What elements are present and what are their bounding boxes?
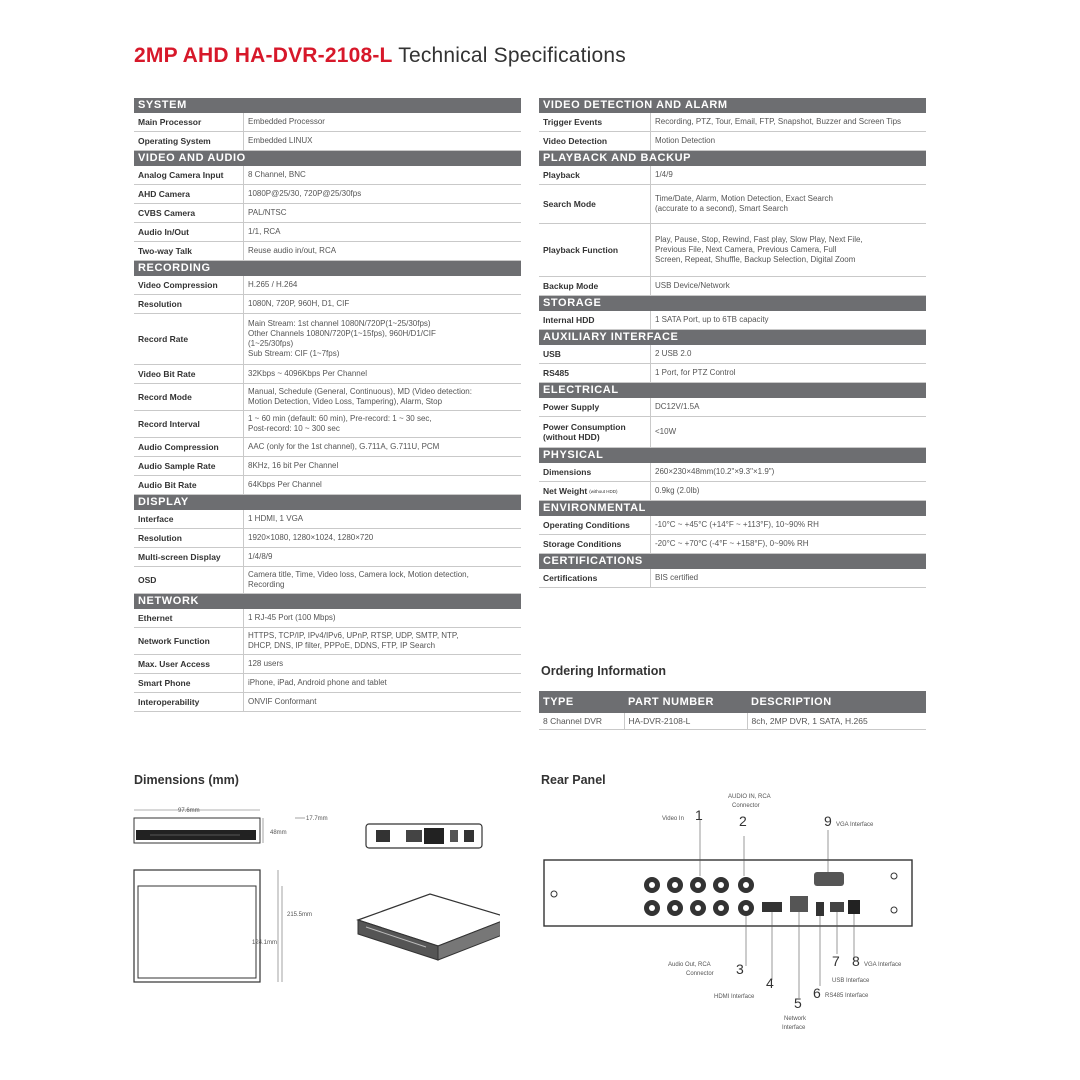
callout-3 xyxy=(668,961,744,977)
svg-text:6: 6 xyxy=(813,985,821,1001)
spec-row-audio-compression xyxy=(134,438,521,457)
spec-row-operating-conditions xyxy=(539,516,926,535)
spec-label xyxy=(134,314,244,364)
spec-row-playback-function xyxy=(539,224,926,277)
spec-label-text: Trigger Events xyxy=(543,117,603,127)
spec-value: AAC (only for the 1st channel), G.711A, G.711U, PCM xyxy=(248,442,440,451)
spec-row-operating-system xyxy=(134,132,521,151)
right-spec-column xyxy=(539,98,926,588)
title-suffix: Technical Specifications xyxy=(398,44,627,67)
spec-label xyxy=(134,411,244,437)
callout-5 xyxy=(782,995,807,1031)
spec-row-resolution xyxy=(134,295,521,314)
spec-label xyxy=(539,569,651,587)
callout-7 xyxy=(832,953,870,984)
rear-panel-chassis xyxy=(544,860,912,926)
spec-row-network-function xyxy=(134,628,521,655)
spec-label-text: Analog Camera Input xyxy=(138,170,224,180)
spec-row-ahd-camera xyxy=(134,185,521,204)
svg-text:2: 2 xyxy=(739,813,747,829)
callout-2 xyxy=(728,794,771,829)
spec-row-usb xyxy=(539,345,926,364)
spec-label-text: CVBS Camera xyxy=(138,208,196,218)
top-view xyxy=(134,870,312,982)
spec-label-text: Interoperability xyxy=(138,697,200,707)
spec-value: Main Stream: 1st channel 1080N/720P(1~25/30fps) Other Channels 1080N/720P(1~15fps), 960H/D1/CIF (1~25/30fps) Sub Stream: CIF (1~7fps) xyxy=(248,319,436,358)
spec-value: H.265 / H.264 xyxy=(248,280,298,289)
spec-row-net-weight xyxy=(539,482,926,501)
spec-label xyxy=(134,510,244,528)
model-name: 2MP AHD HA-DVR-2108-L xyxy=(134,44,393,67)
spec-row-interface xyxy=(134,510,521,529)
spec-row-audio-bit-rate xyxy=(134,476,521,495)
section-header-certifications: CERTIFICATIONS xyxy=(539,554,926,569)
spec-row-internal-hdd xyxy=(539,311,926,330)
isometric-view xyxy=(358,894,500,960)
spec-row-backup-mode xyxy=(539,277,926,296)
spec-value: 8 Channel, BNC xyxy=(248,170,306,179)
ordering-col-desc: DESCRIPTION xyxy=(747,691,926,713)
spec-label xyxy=(134,223,244,241)
svg-text:HDMI Interface: HDMI Interface xyxy=(714,994,755,1000)
hdmi-port xyxy=(762,902,782,912)
spec-row-certifications xyxy=(539,569,926,588)
spec-row-analog-camera-input xyxy=(134,166,521,185)
spec-label xyxy=(134,529,244,547)
spec-value: USB Device/Network xyxy=(655,281,730,290)
spec-value: 32Kbps ~ 4096Kbps Per Channel xyxy=(248,369,367,378)
spec-label xyxy=(539,364,651,382)
spec-label-text: Two-way Talk xyxy=(138,246,193,256)
section-header-system: SYSTEM xyxy=(134,98,521,113)
spec-row-playback xyxy=(539,166,926,185)
spec-value: Motion Detection xyxy=(655,136,716,145)
spec-label xyxy=(539,277,651,295)
svg-text:4: 4 xyxy=(766,975,774,991)
spec-label-text: Power Supply xyxy=(543,402,600,412)
svg-text:Audio Out, RCA: Audio Out, RCA xyxy=(668,962,711,968)
spec-label xyxy=(134,567,244,593)
page-title xyxy=(134,44,626,68)
width-dim-label: 97.6mm xyxy=(178,808,200,814)
spec-row-record-interval xyxy=(134,411,521,438)
section-header-display: DISPLAY xyxy=(134,495,521,510)
spec-row-search-mode xyxy=(539,185,926,224)
section-header-storage: STORAGE xyxy=(539,296,926,311)
spec-label xyxy=(539,345,651,363)
ordering-heading: Ordering Information xyxy=(541,664,666,678)
spec-label xyxy=(539,113,651,131)
spec-label xyxy=(539,311,651,329)
spec-value: 1/4/8/9 xyxy=(248,552,273,561)
dimensions-heading: Dimensions (mm) xyxy=(134,773,239,787)
section-header-auxiliary-interface: AUXILIARY INTERFACE xyxy=(539,330,926,345)
small-dim-label: 17.7mm xyxy=(306,816,328,822)
spec-label-text: Resolution xyxy=(138,299,182,309)
spec-label xyxy=(134,693,244,711)
spec-label xyxy=(134,276,244,294)
spec-value: DC12V/1.5A xyxy=(655,402,700,411)
spec-value: Recording, PTZ, Tour, Email, FTP, Snapshot, Buzzer and Screen Tips xyxy=(655,117,902,126)
spec-label xyxy=(134,384,244,410)
spec-label-text: Certifications xyxy=(543,573,598,583)
spec-label xyxy=(134,242,244,260)
callout-6 xyxy=(813,985,869,1001)
rear-panel-heading: Rear Panel xyxy=(541,773,606,787)
spec-label-text: Net Weight xyxy=(543,486,588,496)
spec-label xyxy=(539,132,651,150)
section-header-playback-and-backup: PLAYBACK AND BACKUP xyxy=(539,151,926,166)
spec-label-text: Smart Phone xyxy=(138,678,191,688)
spec-label-text: Record Interval xyxy=(138,419,200,429)
rs485-port xyxy=(816,902,824,916)
spec-row-smart-phone xyxy=(134,674,521,693)
spec-label-text: Storage Conditions xyxy=(543,539,622,549)
ordering-table xyxy=(539,691,926,730)
inner-dim-label: 124.1mm xyxy=(252,940,278,946)
spec-value: 1/4/9 xyxy=(655,170,673,179)
spec-row-power-supply xyxy=(539,398,926,417)
spec-row-resolution xyxy=(134,529,521,548)
svg-text:Connector: Connector xyxy=(732,803,760,809)
spec-label xyxy=(134,365,244,383)
spec-row-rs485 xyxy=(539,364,926,383)
rear-view-small xyxy=(366,824,482,848)
spec-label xyxy=(539,516,651,534)
spec-label-text: Resolution xyxy=(138,533,182,543)
spec-row-cvbs-camera xyxy=(134,204,521,223)
spec-value: Play, Pause, Stop, Rewind, Fast play, Slow Play, Next File, Previous File, Next Camera, Previous Camera, Full Screen, Repeat, Shuffle, Backup Selection, Digital Zoom xyxy=(655,235,863,264)
left-spec-column xyxy=(134,98,521,712)
spec-label-text: Record Rate xyxy=(138,334,189,344)
spec-label-text: Max. User Access xyxy=(138,659,210,669)
spec-row-video-bit-rate xyxy=(134,365,521,384)
section-header-electrical: ELECTRICAL xyxy=(539,383,926,398)
dimensions-drawing xyxy=(130,800,500,990)
spec-row-two-way-talk xyxy=(134,242,521,261)
svg-text:Network: Network xyxy=(784,1016,807,1022)
spec-label xyxy=(134,628,244,654)
spec-label xyxy=(134,438,244,456)
spec-label xyxy=(134,476,244,494)
spec-label xyxy=(134,609,244,627)
rear-panel-drawing xyxy=(540,790,930,1040)
spec-value: Manual, Schedule (General, Continuous), MD (Video detection: Motion Detection, Video Loss, Tampering), Alarm, Stop xyxy=(248,387,472,406)
svg-text:Interface: Interface xyxy=(782,1025,806,1031)
section-header-recording: RECORDING xyxy=(134,261,521,276)
spec-label xyxy=(134,548,244,566)
spec-value: Time/Date, Alarm, Motion Detection, Exact Search (accurate to a second), Smart Search xyxy=(655,194,833,213)
callout-4 xyxy=(714,975,774,1000)
svg-text:7: 7 xyxy=(832,953,840,969)
spec-label xyxy=(134,132,244,150)
spec-label-text: Video Bit Rate xyxy=(138,369,196,379)
spec-value: 1080P@25/30, 720P@25/30fps xyxy=(248,189,362,198)
ordering-type: 8 Channel DVR xyxy=(539,713,624,730)
spec-label-note: (without HDD) xyxy=(589,488,618,494)
spec-row-main-processor xyxy=(134,113,521,132)
svg-text:USB Interface: USB Interface xyxy=(832,978,870,984)
spec-label xyxy=(539,417,651,447)
spec-value: Camera title, Time, Video loss, Camera lock, Motion detection, Recording xyxy=(248,570,469,589)
spec-row-max-user-access xyxy=(134,655,521,674)
spec-row-interoperability xyxy=(134,693,521,712)
spec-label-text: Playback Function xyxy=(543,245,619,255)
spec-row-audio-in-out xyxy=(134,223,521,242)
spec-label xyxy=(539,224,651,276)
spec-row-record-mode xyxy=(134,384,521,411)
spec-row-ethernet xyxy=(134,609,521,628)
ordering-col-type: TYPE xyxy=(539,691,624,713)
svg-text:1: 1 xyxy=(695,807,703,823)
spec-label-text: Audio Bit Rate xyxy=(138,480,197,490)
svg-text:9: 9 xyxy=(824,813,832,829)
spec-label-text: Power Consumption (without HDD) xyxy=(543,422,626,442)
spec-row-video-detection xyxy=(539,132,926,151)
spec-value: 1/1, RCA xyxy=(248,227,281,236)
spec-value: 8KHz, 16 bit Per Channel xyxy=(248,461,339,470)
spec-value: 64Kbps Per Channel xyxy=(248,480,322,489)
section-header-video-detection-and-alarm: VIDEO DETECTION AND ALARM xyxy=(539,98,926,113)
spec-label-text: Interface xyxy=(138,514,174,524)
spec-label xyxy=(134,295,244,313)
spec-value: -10°C ~ +45°C (+14°F ~ +113°F), 10~90% RH xyxy=(655,520,819,529)
usb-port xyxy=(830,902,844,912)
spec-value: 1 ~ 60 min (default: 60 min), Pre-record: 1 ~ 30 sec, Post-record: 10 ~ 300 sec xyxy=(248,414,432,433)
spec-label xyxy=(134,185,244,203)
svg-text:5: 5 xyxy=(794,995,802,1011)
network-port xyxy=(790,896,808,912)
spec-value: iPhone, iPad, Android phone and tablet xyxy=(248,678,387,687)
spec-value: 1 RJ-45 Port (100 Mbps) xyxy=(248,613,336,622)
section-header-environmental: ENVIRONMENTAL xyxy=(539,501,926,516)
spec-value: 128 users xyxy=(248,659,284,668)
spec-label-text: RS485 xyxy=(543,368,569,378)
spec-label-text: Backup Mode xyxy=(543,281,599,291)
spec-row-video-compression xyxy=(134,276,521,295)
svg-text:Connector: Connector xyxy=(686,971,714,977)
spec-label-text: Operating Conditions xyxy=(543,520,630,530)
ordering-part-number: HA-DVR-2108-L xyxy=(624,713,747,730)
spec-label xyxy=(134,457,244,475)
spec-label-text: Main Processor xyxy=(138,117,202,127)
svg-text:RS485 Interface: RS485 Interface xyxy=(825,993,869,999)
ordering-col-part: PART NUMBER xyxy=(624,691,747,713)
spec-label-text: Dimensions xyxy=(543,467,592,477)
spec-label xyxy=(539,535,651,553)
front-view xyxy=(134,808,328,843)
spec-row-storage-conditions xyxy=(539,535,926,554)
spec-label-text: Operating System xyxy=(138,136,211,146)
svg-text:VGA Interface: VGA Interface xyxy=(836,822,874,828)
spec-label-text: Audio Sample Rate xyxy=(138,461,216,471)
spec-value: 0.9kg (2.0lb) xyxy=(655,486,700,495)
spec-value: Embedded LINUX xyxy=(248,136,313,145)
spec-label-text: Video Compression xyxy=(138,280,218,290)
spec-row-record-rate xyxy=(134,314,521,365)
spec-label xyxy=(539,463,651,481)
svg-text:8: 8 xyxy=(852,953,860,969)
spec-value: 1 HDMI, 1 VGA xyxy=(248,514,304,523)
vga-port xyxy=(814,872,844,886)
spec-label-text: Ethernet xyxy=(138,613,173,623)
callout-9 xyxy=(824,813,874,829)
spec-label-text: Playback xyxy=(543,170,580,180)
spec-label xyxy=(539,166,651,184)
spec-value: 1080N, 720P, 960H, D1, CIF xyxy=(248,299,350,308)
svg-text:Video In: Video In xyxy=(662,816,684,822)
spec-row-multi-screen-display xyxy=(134,548,521,567)
spec-label-text: Audio In/Out xyxy=(138,227,189,237)
ordering-description: 8ch, 2MP DVR, 1 SATA, H.265 xyxy=(747,713,926,730)
svg-text:3: 3 xyxy=(736,961,744,977)
spec-value: Embedded Processor xyxy=(248,117,325,126)
spec-label xyxy=(134,674,244,692)
spec-label-text: AHD Camera xyxy=(138,189,190,199)
callout-8 xyxy=(852,953,902,969)
spec-label xyxy=(134,113,244,131)
spec-label xyxy=(539,185,651,223)
spec-label xyxy=(539,398,651,416)
spec-label-text: Audio Compression xyxy=(138,442,219,452)
spec-value: -20°C ~ +70°C (-4°F ~ +158°F), 0~90% RH xyxy=(655,539,809,548)
section-header-network: NETWORK xyxy=(134,594,521,609)
spec-value: BIS certified xyxy=(655,573,699,582)
spec-value: Reuse audio in/out, RCA xyxy=(248,246,337,255)
spec-value: PAL/NTSC xyxy=(248,208,287,217)
ordering-row xyxy=(539,713,926,730)
height-dim-label: 48mm xyxy=(270,830,287,836)
spec-value: 260×230×48mm(10.2"×9.3"×1.9") xyxy=(655,467,775,476)
svg-text:VGA Interface: VGA Interface xyxy=(864,962,902,968)
spec-label xyxy=(539,482,651,500)
spec-label xyxy=(134,204,244,222)
spec-label-text: Multi-screen Display xyxy=(138,552,221,562)
spec-value: 2 USB 2.0 xyxy=(655,349,692,358)
spec-value: 1920×1080, 1280×1024, 1280×720 xyxy=(248,533,374,542)
spec-label xyxy=(134,166,244,184)
spec-label-text: OSD xyxy=(138,575,157,585)
spec-row-osd xyxy=(134,567,521,594)
spec-value: 1 SATA Port, up to 6TB capacity xyxy=(655,315,769,324)
spec-label-text: Video Detection xyxy=(543,136,608,146)
callout-1 xyxy=(662,807,703,823)
depth-dim-label: 215.5mm xyxy=(287,912,313,918)
spec-row-audio-sample-rate xyxy=(134,457,521,476)
spec-value: 1 Port, for PTZ Control xyxy=(655,368,736,377)
spec-value: <10W xyxy=(655,427,677,436)
svg-text:AUDIO IN, RCA: AUDIO IN, RCA xyxy=(728,794,771,800)
spec-label xyxy=(134,655,244,673)
spec-value: ONVIF Conformant xyxy=(248,697,317,706)
spec-label-text: Network Function xyxy=(138,636,210,646)
spec-row-trigger-events xyxy=(539,113,926,132)
spec-label-text: Internal HDD xyxy=(543,315,595,325)
spec-row-power-consumption-without-hdd xyxy=(539,417,926,448)
spec-label-text: USB xyxy=(543,349,561,359)
spec-value: HTTPS, TCP/IP, IPv4/IPv6, UPnP, RTSP, UDP, SMTP, NTP, DHCP, DNS, IP filter, PPPoE, DDNS, FTP, IP Search xyxy=(248,631,459,650)
section-header-physical: PHYSICAL xyxy=(539,448,926,463)
vga-port-lower xyxy=(848,900,860,914)
spec-label-text: Search Mode xyxy=(543,199,596,209)
spec-label-text: Record Mode xyxy=(138,392,192,402)
section-header-video-and-audio: VIDEO AND AUDIO xyxy=(134,151,521,166)
spec-row-dimensions xyxy=(539,463,926,482)
